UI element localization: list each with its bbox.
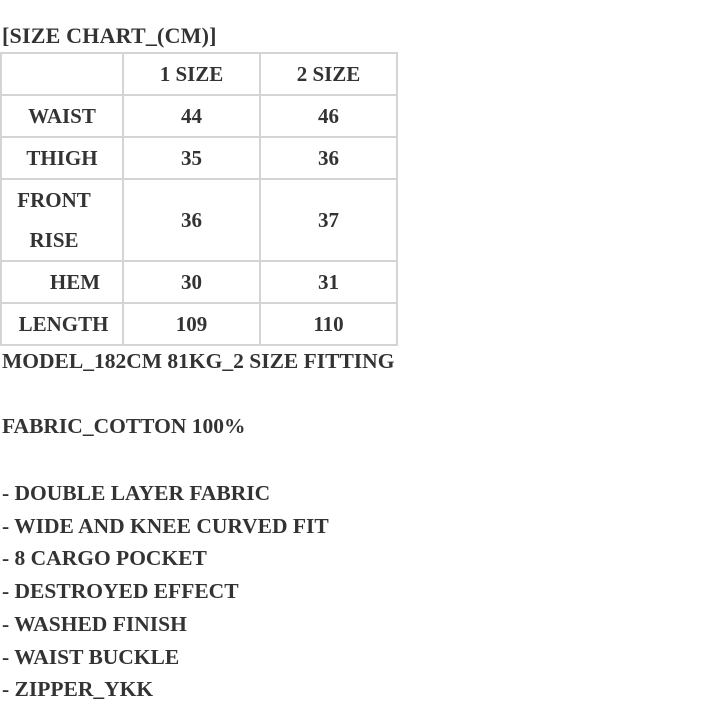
row-label-front-rise-line-1: FRONT: [17, 188, 91, 212]
cell-hem-size-1: 30: [123, 261, 260, 303]
table-row-hem: [1, 261, 397, 303]
cell-thigh-size-2: 36: [260, 137, 397, 179]
row-label-front-rise-line-2: RISE: [29, 228, 79, 252]
model-fitting-text: MODEL_182CM 81KG_2 SIZE FITTING: [2, 349, 395, 373]
feature-item: - DOUBLE LAYER FABRIC: [2, 481, 271, 505]
feature-item: - 8 CARGO POCKET: [2, 546, 207, 571]
header-cell-size-2: 2 SIZE: [260, 53, 397, 95]
cell-waist-size-1: 44: [123, 95, 260, 137]
row-label-thigh: THIGH: [1, 137, 123, 179]
row-label-hem: HEM: [1, 261, 123, 303]
row-label-waist: WAIST: [1, 95, 123, 137]
feature-item: - ZIPPER_YKK: [2, 677, 154, 702]
table-row-thigh: [1, 137, 397, 179]
cell-front-rise-size-1: 36: [123, 179, 260, 261]
feature-item: - DESTROYED EFFECT: [2, 579, 239, 604]
feature-item: - WIDE AND KNEE CURVED FIT: [2, 513, 329, 538]
cell-hem-size-2: 31: [260, 261, 397, 303]
row-label-front-rise: [1, 179, 123, 261]
table-row-waist: [1, 95, 397, 137]
cell-waist-size-2: 46: [260, 95, 397, 137]
table-row-length: [1, 303, 397, 345]
header-cell-size-1: 1 SIZE: [123, 53, 260, 95]
cell-thigh-size-1: 35: [123, 137, 260, 179]
table-row-front-rise: [1, 179, 397, 261]
size-chart-table: [0, 52, 398, 346]
cell-length-size-1: 109: [123, 303, 260, 345]
size-chart-title: [SIZE CHART_(CM)]: [2, 23, 217, 48]
cell-front-rise-size-2: 37: [260, 179, 397, 261]
header-cell-empty: [1, 53, 123, 95]
row-label-length: LENGTH: [1, 303, 123, 345]
fabric-text: FABRIC_COTTON 100%: [2, 414, 246, 438]
feature-list: [2, 477, 329, 706]
feature-item: - WAIST BUCKLE: [2, 644, 180, 669]
cell-length-size-2: 110: [260, 303, 397, 345]
table-header-row: [1, 53, 397, 95]
feature-item: - WASHED FINISH: [2, 611, 187, 636]
